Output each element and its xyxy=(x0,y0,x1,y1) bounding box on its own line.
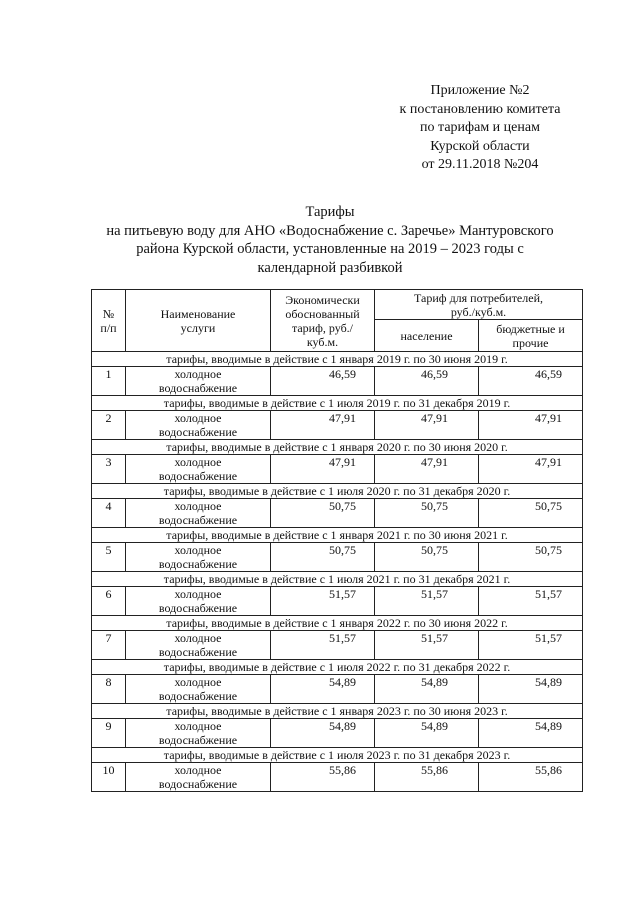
service-name-line: холодное xyxy=(174,719,222,733)
population-tariff-value: 54,89 xyxy=(375,675,479,704)
service-name-line: водоснабжение xyxy=(158,733,238,747)
service-name-line: холодное xyxy=(174,675,222,689)
budget-tariff-value: 50,75 xyxy=(479,543,583,572)
economic-tariff-value: 50,75 xyxy=(271,543,375,572)
header-text: бюджетные и xyxy=(496,321,565,336)
population-tariff-value: 55,86 xyxy=(375,763,479,792)
row-number: 1 xyxy=(92,367,126,396)
service-name xyxy=(126,675,271,704)
budget-tariff-value: 51,57 xyxy=(479,587,583,616)
economic-tariff-value: 50,75 xyxy=(271,499,375,528)
period-label: тарифы, вводимые в действие с 1 января 2023 г. по 30 июня 2023 г. xyxy=(92,704,583,719)
period-row xyxy=(92,352,583,367)
economic-tariff-value: 51,57 xyxy=(271,631,375,660)
service-name xyxy=(126,411,271,440)
population-tariff-value: 47,91 xyxy=(375,411,479,440)
row-number: 2 xyxy=(92,411,126,440)
header-text: Экономически xyxy=(285,292,360,307)
service-name-line: водоснабжение xyxy=(158,425,238,439)
service-name-line: водоснабжение xyxy=(158,557,238,571)
service-name-line: водоснабжение xyxy=(158,645,238,659)
period-label: тарифы, вводимые в действие с 1 июля 2021 г. по 31 декабря 2021 г. xyxy=(92,572,583,587)
header-text: обоснованный xyxy=(285,306,360,321)
service-name xyxy=(126,499,271,528)
period-label: тарифы, вводимые в действие с 1 января 2021 г. по 30 июня 2021 г. xyxy=(92,528,583,543)
period-row xyxy=(92,748,583,763)
table-row xyxy=(92,499,583,528)
row-number: 6 xyxy=(92,587,126,616)
budget-tariff-value: 55,86 xyxy=(479,763,583,792)
tariffs-table xyxy=(91,289,583,792)
service-name-line: холодное xyxy=(174,411,222,425)
table-row xyxy=(92,367,583,396)
table-row xyxy=(92,763,583,792)
table-row xyxy=(92,455,583,484)
table-body xyxy=(92,352,583,792)
budget-tariff-value: 51,57 xyxy=(479,631,583,660)
service-name xyxy=(126,455,271,484)
population-tariff-value: 51,57 xyxy=(375,631,479,660)
header-text: № xyxy=(102,306,115,321)
service-name-line: холодное xyxy=(174,367,222,381)
table-row xyxy=(92,719,583,748)
service-name-line: водоснабжение xyxy=(158,777,238,791)
period-row xyxy=(92,396,583,411)
header-budget xyxy=(479,320,583,352)
economic-tariff-value: 47,91 xyxy=(271,455,375,484)
service-name-line: водоснабжение xyxy=(158,381,238,395)
header-text: Тариф для потребителей, xyxy=(414,290,543,305)
header-text: п/п xyxy=(100,320,117,335)
service-name xyxy=(126,763,271,792)
service-name xyxy=(126,631,271,660)
header-text: прочие xyxy=(512,335,549,350)
period-row xyxy=(92,484,583,499)
header-num xyxy=(92,290,126,352)
period-label: тарифы, вводимые в действие с 1 января 2020 г. по 30 июня 2020 г. xyxy=(92,440,583,455)
service-name-line: холодное xyxy=(174,499,222,513)
table-row xyxy=(92,411,583,440)
economic-tariff-value: 54,89 xyxy=(271,675,375,704)
service-name-line: холодное xyxy=(174,455,222,469)
period-row xyxy=(92,572,583,587)
budget-tariff-value: 47,91 xyxy=(479,411,583,440)
period-label: тарифы, вводимые в действие с 1 июля 2019 г. по 31 декабря 2019 г. xyxy=(92,396,583,411)
service-name-line: водоснабжение xyxy=(158,689,238,703)
header-economic-tariff xyxy=(271,290,375,352)
budget-tariff-value: 54,89 xyxy=(479,719,583,748)
service-name-line: холодное xyxy=(174,763,222,777)
service-name-line: холодное xyxy=(174,587,222,601)
header-population xyxy=(375,320,479,352)
header-text: услуги xyxy=(180,320,216,335)
service-name-line: холодное xyxy=(174,631,222,645)
table-row xyxy=(92,543,583,572)
period-label: тарифы, вводимые в действие с 1 июля 2020 г. по 31 декабря 2020 г. xyxy=(92,484,583,499)
appendix-line: по тарифам и ценам xyxy=(420,120,540,135)
service-name xyxy=(126,367,271,396)
title-line: района Курской области, установленные на 2019 – 2023 годы с xyxy=(136,241,524,257)
service-name xyxy=(126,719,271,748)
appendix-line: к постановлению комитета xyxy=(399,101,561,117)
period-row xyxy=(92,660,583,675)
header-text: Наименование xyxy=(160,306,236,321)
appendix-header xyxy=(360,82,600,175)
table-row xyxy=(92,675,583,704)
appendix-line: от 29.11.2018 №204 xyxy=(421,157,539,172)
population-tariff-value: 51,57 xyxy=(375,587,479,616)
row-number: 7 xyxy=(92,631,126,660)
economic-tariff-value: 47,91 xyxy=(271,411,375,440)
budget-tariff-value: 47,91 xyxy=(479,455,583,484)
economic-tariff-value: 46,59 xyxy=(271,367,375,396)
budget-tariff-value: 50,75 xyxy=(479,499,583,528)
economic-tariff-value: 55,86 xyxy=(271,763,375,792)
budget-tariff-value: 46,59 xyxy=(479,367,583,396)
population-tariff-value: 54,89 xyxy=(375,719,479,748)
title-line: на питьевую воду для АНО «Водоснабжение с. Заречье» Мантуровского xyxy=(106,222,554,239)
title-heading: Тарифы xyxy=(305,204,355,220)
row-number: 4 xyxy=(92,499,126,528)
period-label: тарифы, вводимые в действие с 1 июля 2023 г. по 31 декабря 2023 г. xyxy=(92,748,583,763)
service-name-line: водоснабжение xyxy=(158,469,238,483)
service-name-line: водоснабжение xyxy=(158,513,238,527)
row-number: 5 xyxy=(92,543,126,572)
header-text: тариф, руб./ xyxy=(291,320,354,335)
population-tariff-value: 47,91 xyxy=(375,455,479,484)
period-row xyxy=(92,440,583,455)
period-label: тарифы, вводимые в действие с 1 января 2019 г. по 30 июня 2019 г. xyxy=(92,352,583,367)
service-name xyxy=(126,543,271,572)
service-name xyxy=(126,587,271,616)
table-header xyxy=(92,290,583,352)
table-row xyxy=(92,631,583,660)
header-text: руб./куб.м. xyxy=(450,304,507,319)
header-text: куб.м. xyxy=(306,334,339,349)
population-tariff-value: 46,59 xyxy=(375,367,479,396)
economic-tariff-value: 51,57 xyxy=(271,587,375,616)
period-label: тарифы, вводимые в действие с 1 июля 2022 г. по 31 декабря 2022 г. xyxy=(92,660,583,675)
row-number: 9 xyxy=(92,719,126,748)
appendix-line: Приложение №2 xyxy=(430,83,530,98)
header-service-name xyxy=(126,290,271,352)
economic-tariff-value: 54,89 xyxy=(271,719,375,748)
header-consumer-tariff xyxy=(375,290,583,320)
table-row xyxy=(92,587,583,616)
document-title xyxy=(60,203,600,277)
row-number: 3 xyxy=(92,455,126,484)
title-line: календарной разбивкой xyxy=(257,259,403,276)
row-number: 10 xyxy=(92,763,126,792)
period-row xyxy=(92,528,583,543)
period-row xyxy=(92,616,583,631)
population-tariff-value: 50,75 xyxy=(375,543,479,572)
population-tariff-value: 50,75 xyxy=(375,499,479,528)
service-name-line: холодное xyxy=(174,543,222,557)
header-text: население xyxy=(400,328,453,343)
row-number: 8 xyxy=(92,675,126,704)
service-name-line: водоснабжение xyxy=(158,601,238,615)
budget-tariff-value: 54,89 xyxy=(479,675,583,704)
period-row xyxy=(92,704,583,719)
appendix-line: Курской области xyxy=(430,138,530,154)
period-label: тарифы, вводимые в действие с 1 января 2022 г. по 30 июня 2022 г. xyxy=(92,616,583,631)
